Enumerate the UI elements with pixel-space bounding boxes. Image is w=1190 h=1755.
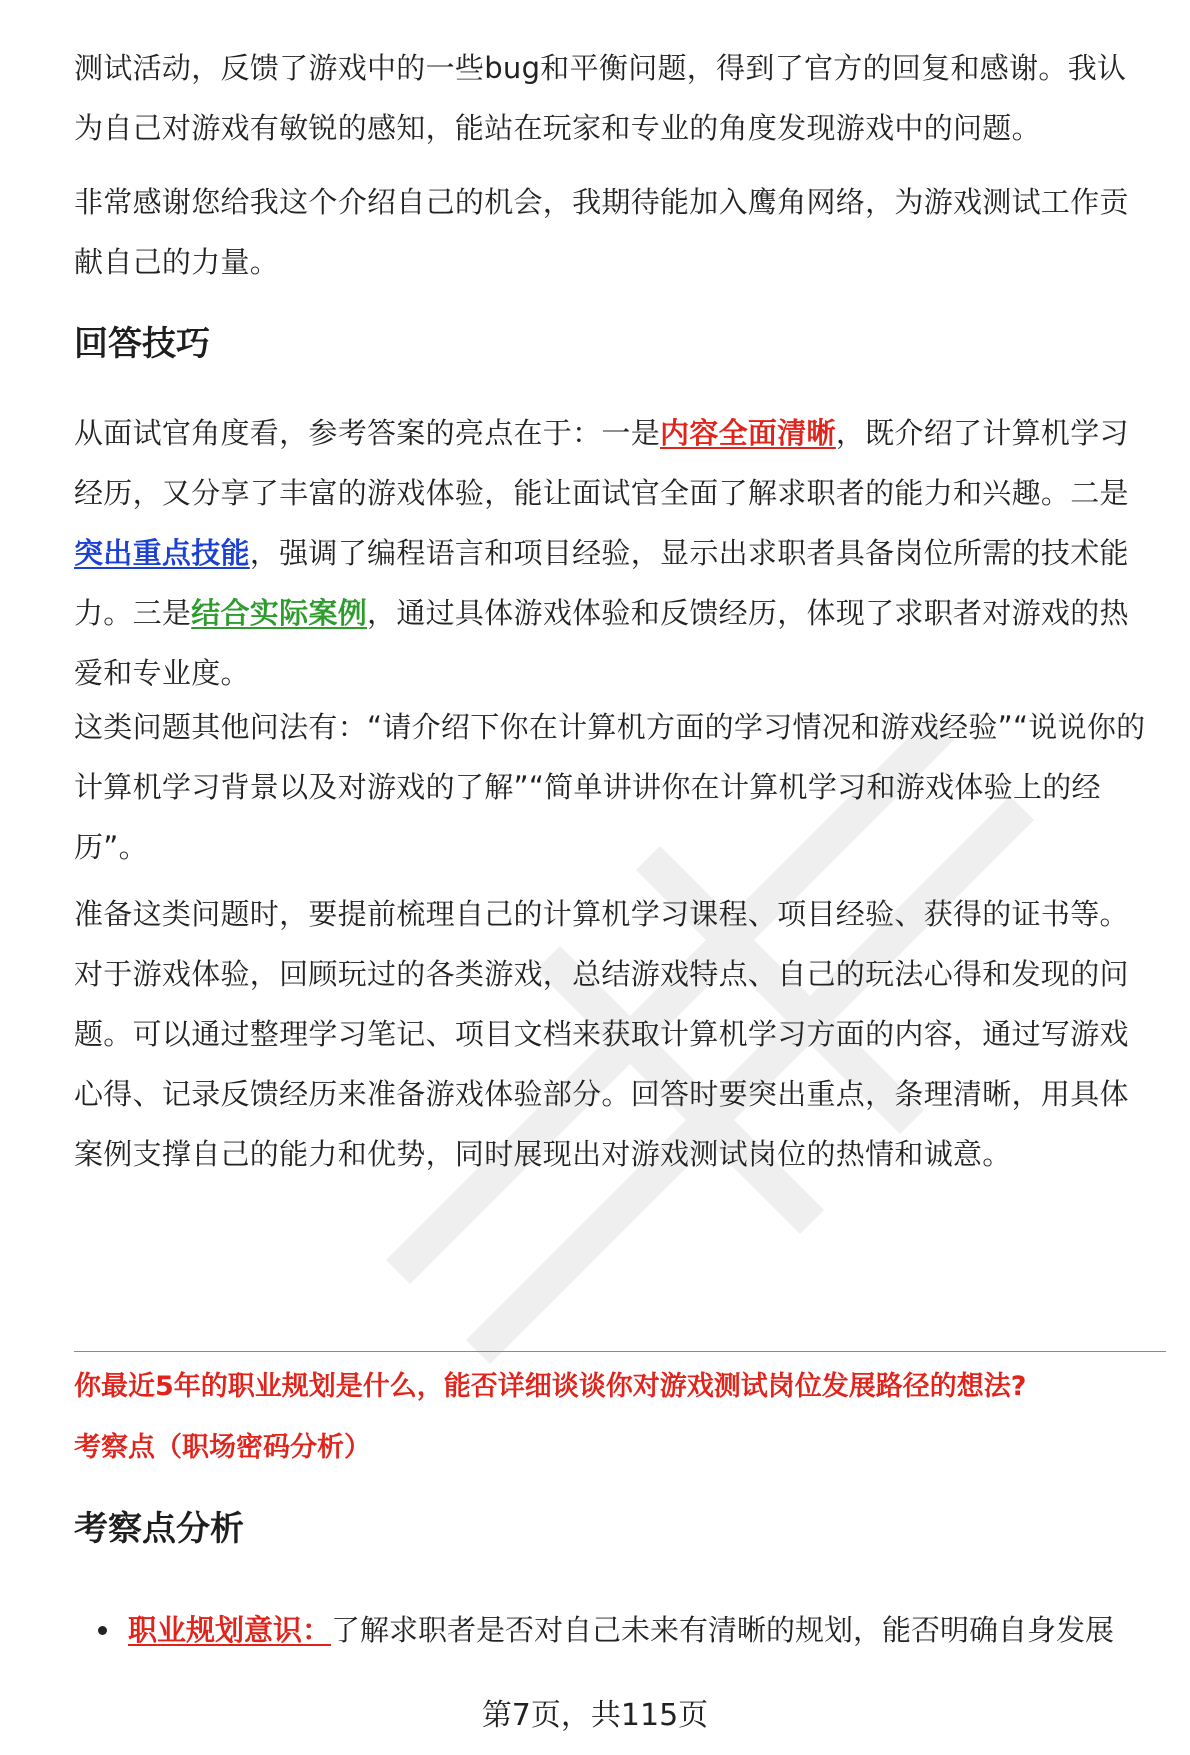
bullet-label: 职业规划意识：	[128, 1613, 332, 1647]
paragraph-preparation: 准备这类问题时，要提前梳理自己的计算机学习课程、项目经验、获得的证书等。对于游戏体验，回顾玩过的各类游戏，总结游戏特点、自己的玩法心得和发现的问题。可以通过整理学习笔记、项目文档来获取计算机学习方面的内容，通过写游戏心得、记录反馈经历来准备游戏体验部分。回答时要突出重点，条理清晰，用具体案例支撑自己的能力和优势，同时展现出对游戏测试岗位的热情和诚意。	[74, 897, 1129, 1171]
analysis-bullet-career-planning	[100, 1600, 1162, 1660]
section-divider	[74, 1351, 1166, 1352]
highlight-key-skills: 突出重点技能	[74, 536, 250, 570]
question-source: 考察点（职场密码分析）	[74, 1432, 371, 1463]
heading-analysis: 考察点分析	[74, 1509, 244, 1549]
paragraph-intro-end: 测试活动，反馈了游戏中的一些bug和平衡问题，得到了官方的回复和感谢。我认为自己对游戏有敏锐的感知，能站在玩家和专业的角度发现游戏中的问题。	[74, 51, 1127, 145]
highlights-text-b: ，既介绍了计算机学习经历，又分享了丰富的游戏体验，能让面试官全面了解求职者的能力和兴趣。二是	[74, 416, 1129, 510]
paragraph-other-questions: 这类问题其他问法有：“请介绍下你在计算机方面的学习情况和游戏经验”“说说你的计算机学习背景以及对游戏的了解”“简单讲讲你在计算机学习和游戏体验上的经历”。	[74, 710, 1146, 864]
highlights-text-d: ，通过具体游戏体验和反馈经历，体现了求职者对游戏的热爱和专业度。	[74, 596, 1129, 690]
paragraph-thanks: 非常感谢您给我这个介绍自己的机会，我期待能加入鹰角网络，为游戏测试工作贡献自己的力量。	[74, 185, 1129, 279]
bullet-dot-icon	[98, 1626, 107, 1635]
question-title: 你最近5年的职业规划是什么，能否详细谈谈你对游戏测试岗位发展路径的想法?	[74, 1371, 1027, 1402]
bullet-text: 了解求职者是否对自己未来有清晰的规划，能否明确自身发展	[331, 1613, 1115, 1647]
highlights-text-c: ，强调了编程语言和项目经验，显示出求职者具备岗位所需的技术能力。三是	[74, 536, 1129, 630]
highlights-text-a: 从面试官角度看，参考答案的亮点在于：一是	[74, 416, 661, 450]
heading-answer-tips: 回答技巧	[74, 324, 210, 364]
highlight-real-cases: 结合实际案例	[191, 596, 368, 630]
paragraph-highlights	[74, 403, 1154, 703]
page-number: 第7页，共115页	[481, 1698, 709, 1733]
highlight-content-clear: 内容全面清晰	[660, 416, 836, 450]
